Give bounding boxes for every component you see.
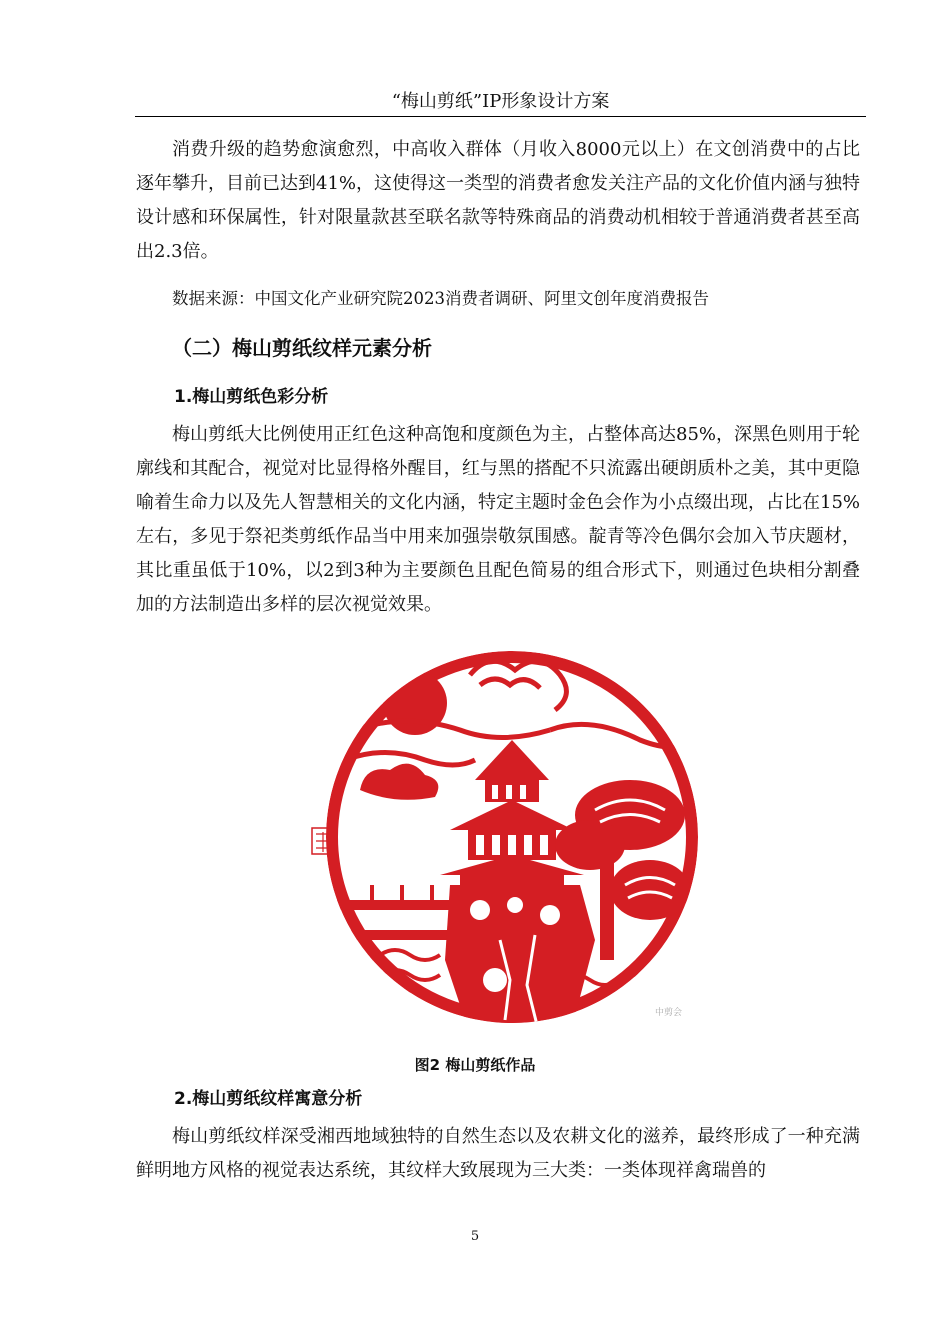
section-heading: （二）梅山剪纸纹样元素分析 [172,336,432,360]
papercut-artwork [300,640,725,1035]
subheading-pattern-meaning: 2.梅山剪纸纹样寓意分析 [174,1089,363,1109]
paragraph-consumption: 消费升级的趋势愈演愈烈，中高收入群体（月收入8000元以上）在文创消费中的占比逐年攀升，目前已达到41%，这使得这一类型的消费者愈发关注产品的文化价值内涵与独特设计感和环保属性，针对限量款甚至联名款等特殊商品的消费动机相较于普通消费者甚至高出2.3倍。 [136,139,861,262]
papercut-figure [300,640,725,1035]
subheading-color-analysis: 1.梅山剪纸色彩分析 [174,387,329,407]
running-header: “梅山剪纸”IP形象设计方案 [135,88,866,117]
page-number: 5 [470,1229,480,1244]
data-source-note: 数据来源：中国文化产业研究院2023消费者调研、阿里文创年度消费报告 [172,289,709,308]
paragraph-pattern-meaning: 梅山剪纸纹样深受湘西地域独特的自然生态以及农耕文化的滋养，最终形成了一种充满鲜明地方风格的视觉表达系统，其纹样大致展现为三大类：一类体现祥禽瑞兽的 [136,1126,860,1181]
paragraph-color-analysis: 梅山剪纸大比例使用正红色这种高饱和度颜色为主，占整体高达85%，深黑色则用于轮廓线和其配合，视觉对比显得格外醒目，红与黑的搭配不只流露出硬朗质朴之美，其中更隐喻着生命力以及先人智慧相关的文化内涵，特定主题时金色会作为小点缀出现，占比在15%左右，多见于祭祀类剪纸作品当中用来加强崇敬氛围感。靛青等冷色偶尔会加入节庆题材，其比重虽低于10%，以2到3种为主要颜色且配色简易的组合形式下，则通过色块相分割叠加的方法制造出多样的层次视觉效果。 [136,424,861,615]
figure-caption: 图2 梅山剪纸作品 [414,1056,536,1074]
watermark-text: 中剪会 [655,1008,683,1018]
